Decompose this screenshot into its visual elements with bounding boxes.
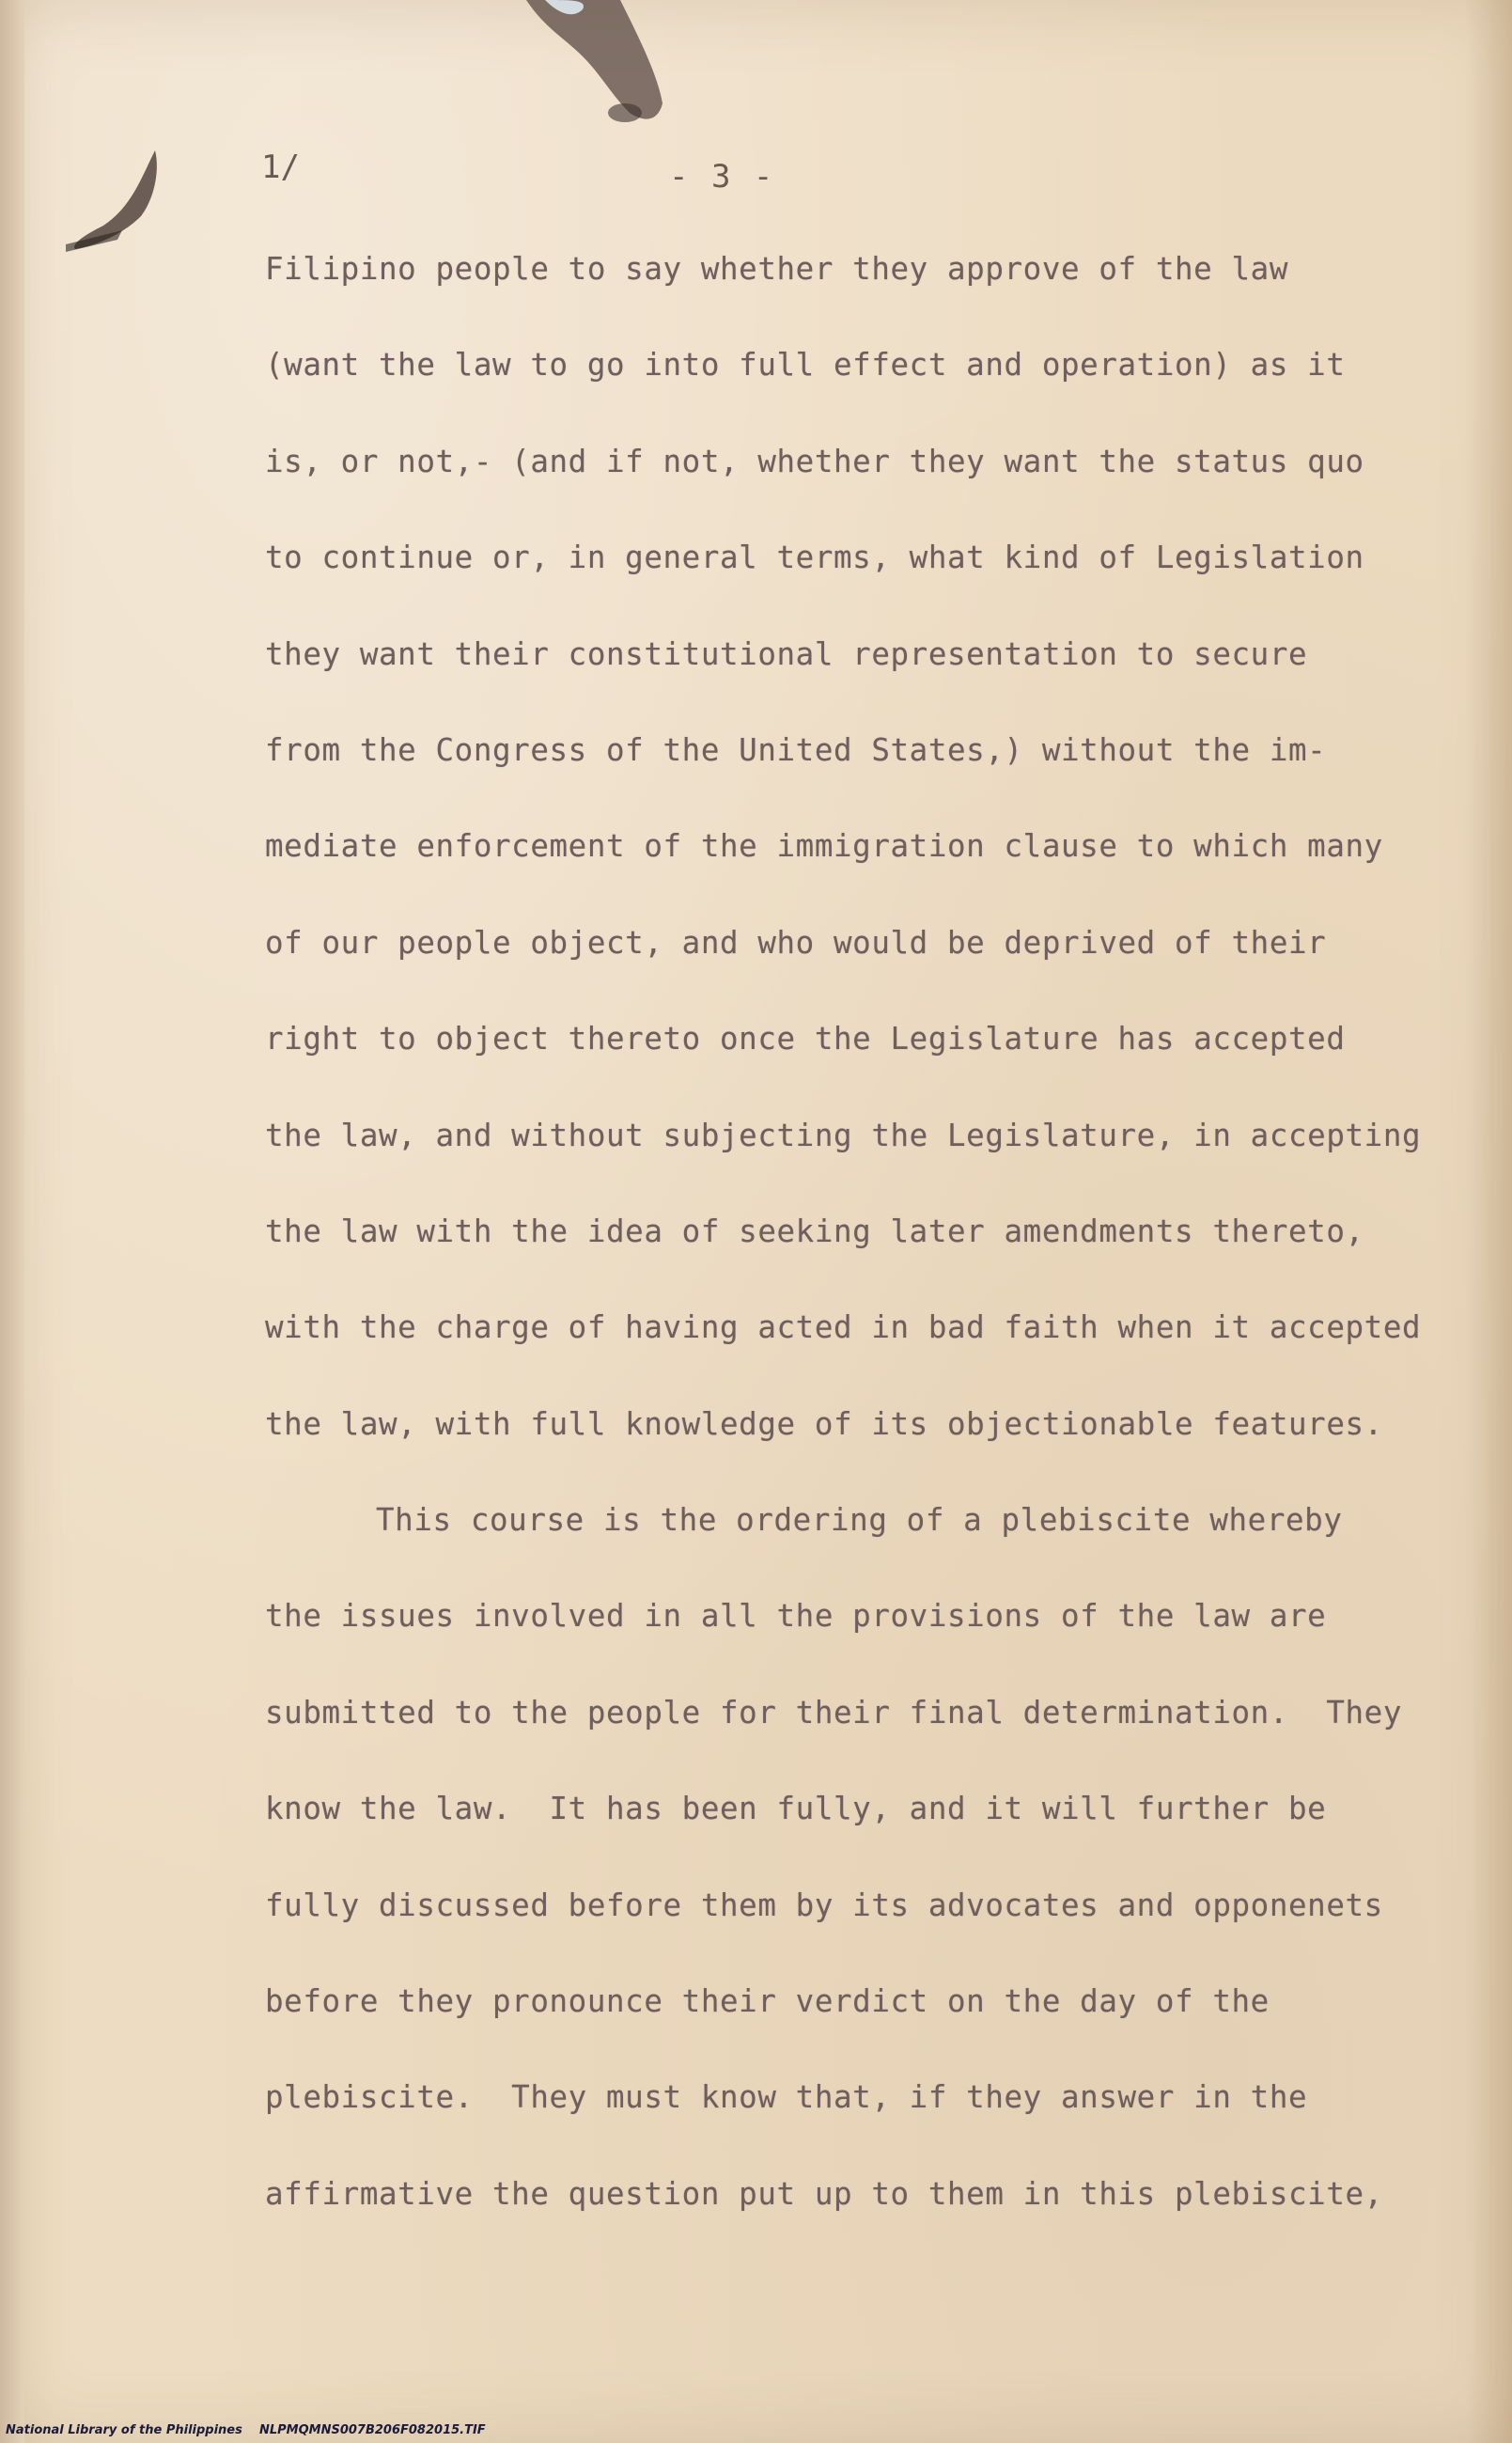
text-line: with the charge of having acted in bad faith when it accepted — [265, 1309, 1422, 1346]
text-line: before they pronounce their verdict on the day of the — [265, 1983, 1270, 2020]
text-line: (want the law to go into full effect and operation) as it — [265, 347, 1346, 384]
page-number: - 3 - — [669, 158, 775, 196]
text-line: to continue or, in general terms, what kind of Legislation — [265, 540, 1364, 576]
paragraph-start-line: This course is the ordering of a plebiscite whereby — [376, 1502, 1343, 1539]
text-line: they want their constitutional representation to secure — [265, 635, 1308, 672]
file-id: NLPMQMNS007B206F082015.TIF — [258, 2423, 486, 2437]
burn-mark-top — [507, 0, 667, 150]
text-line: from the Congress of the United States,) without the im- — [265, 731, 1327, 768]
text-line: mediate enforcement of the immigration clause to which many — [265, 828, 1383, 865]
corner-mark: 1/ — [261, 149, 300, 186]
text-line: plebiscite. They must know that, if they answer in the — [265, 2079, 1308, 2116]
text-line: fully discussed before them by its advocates and opponenets — [265, 1887, 1383, 1923]
burn-mark-left — [66, 141, 179, 273]
text-line: right to object thereto once the Legislature has accepted — [265, 1021, 1346, 1057]
text-line: affirmative the question put up to them in this plebiscite, — [265, 2175, 1383, 2212]
paper-edge — [0, 0, 24, 2443]
text-line: the law, and without subjecting the Legislature, in accepting — [265, 1117, 1422, 1153]
text-line: the issues involved in all the provisions of the law are — [265, 1598, 1327, 1635]
text-line: of our people object, and who would be deprived of their — [265, 924, 1327, 961]
body-text — [265, 240, 1430, 2261]
text-line: is, or not,- (and if not, whether they want the status quo — [265, 443, 1364, 479]
text-line: Filipino people to say whether they approve of the law — [265, 251, 1288, 287]
text-line: the law with the idea of seeking later amendments thereto, — [265, 1213, 1364, 1249]
text-line: submitted to the people for their final determination. They — [265, 1694, 1402, 1730]
text-line: know the law. It has been fully, and it will further be — [265, 1791, 1327, 1827]
text-line: the law, with full knowledge of its objectionable features. — [265, 1405, 1383, 1442]
archive-label: National Library of the Philippines — [6, 2423, 242, 2437]
archive-footer — [6, 2423, 486, 2437]
